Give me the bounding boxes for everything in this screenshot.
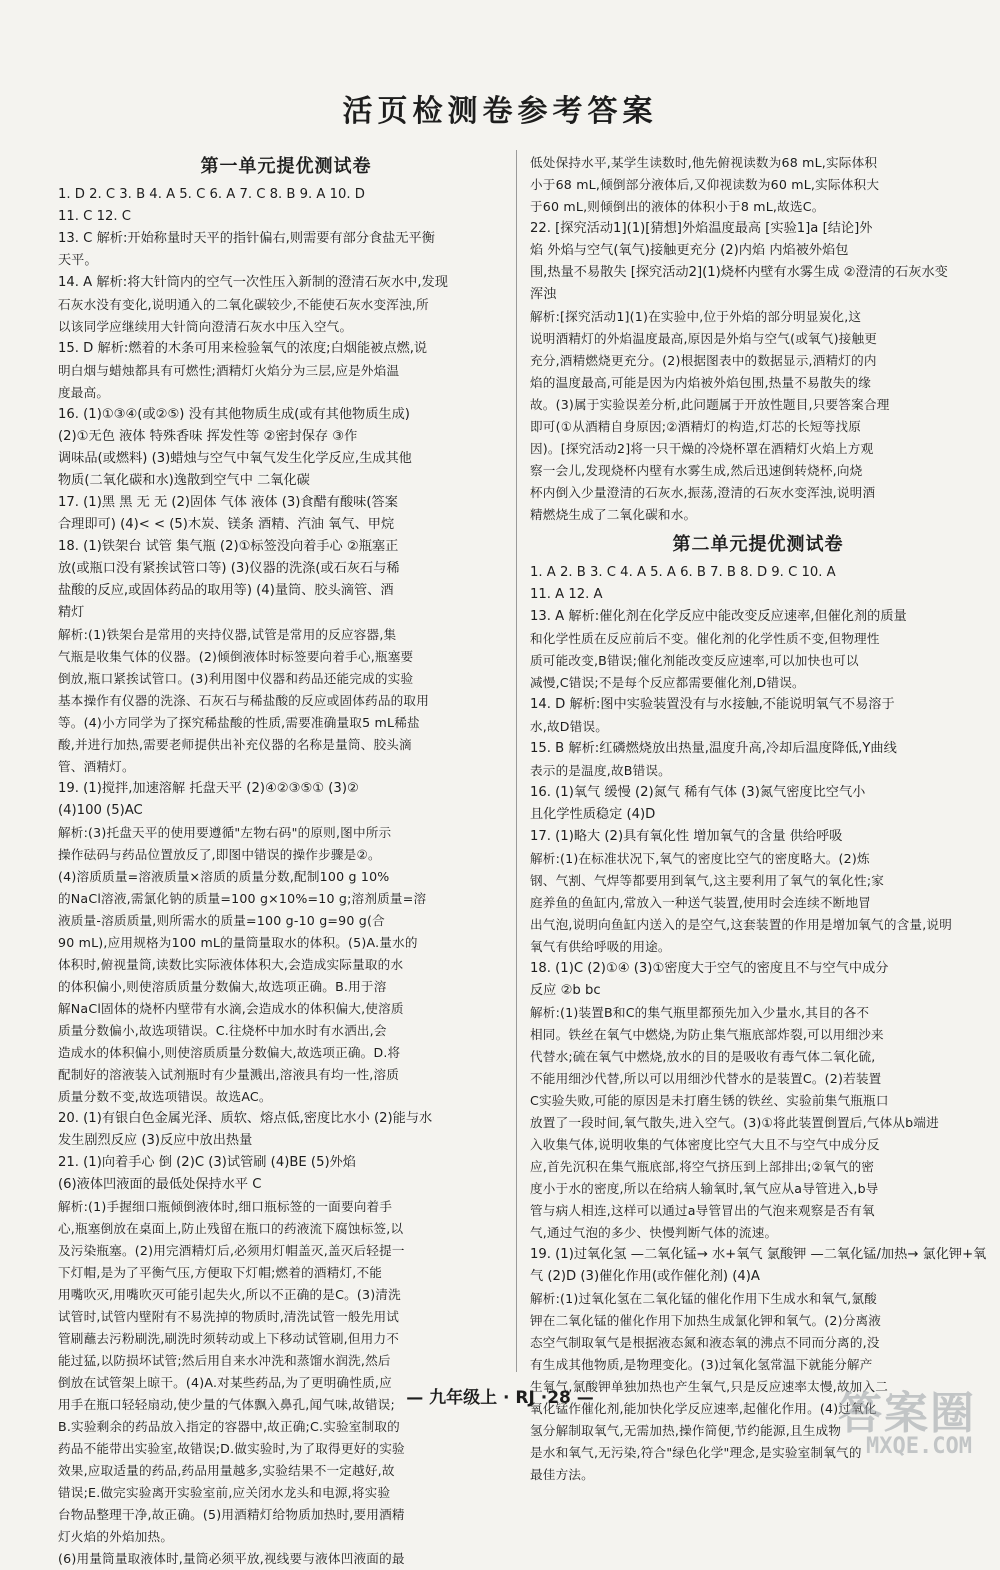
solution-line: 药品不能带出实验室,故错误;D.做实验时,为了取得更好的实验 (58, 1441, 405, 1456)
answer-line: 19. (1)搅拌,加速溶解 托盘天平 (2)④②③⑤① (3)② (58, 781, 359, 796)
solution-line: (4)溶质质量=溶液质量×溶质的质量分数,配制100 g 10% (58, 869, 390, 884)
solution-line: 的体积偏小,则使溶质质量分数偏大,故选项正确。B.用于溶 (58, 979, 387, 994)
solution-line: 精燃烧生成了二氧化碳和水。 (530, 507, 697, 522)
answer-line: 15. D 解析:燃着的木条可用来检验氧气的浓度;白烟能被点燃,说 (58, 341, 428, 356)
solution-line: 应,首先沉积在集气瓶底部,将空气挤压到上部排出;②氧气的密 (530, 1159, 875, 1174)
solution-line: 错误;E.做完实验离开实验室前,应关闭水龙头和电源,将实验 (58, 1485, 391, 1500)
answer-line: 15. B 解析:红磷燃烧放出热量,温度升高,冷却后温度降低,Y曲线 (530, 741, 897, 756)
solution-line: 倒放在试管架上晾干。(4)A.对某些药品,为了更明确性质,应 (58, 1375, 392, 1390)
solution-line: 试管时,试管内壁附有不易洗掉的物质时,清洗试管一般先用试 (58, 1309, 400, 1324)
answer-line: 21. (1)向着手心 倒 (2)C (3)试管刷 (4)BE (5)外焰 (58, 1155, 356, 1170)
answer-line: 13. A 解析:催化剂在化学反应中能改变反应速率,但催化剂的质量 (530, 609, 907, 624)
solution-line: 焰的温度最高,可能是因为内焰被外焰包围,热量不易散失的缘 (530, 375, 872, 390)
page-title: 活页检测卷参考答案 (342, 94, 658, 129)
solution-line: 于60 mL,则倾倒出的液体的体积小于8 mL,故选C。 (530, 199, 825, 214)
solution-line: 钢、气割、气焊等都要用到氧气,这主要利用了氧气的氧化性;家 (530, 873, 885, 888)
solution-line: 代替水;硫在氧气中燃烧,放水的目的是吸收有毒气体二氧化硫, (530, 1049, 876, 1064)
answer-line: 物质(二氧化碳和水)逸散到空气中 二氧化碳 (58, 473, 310, 488)
solution-line: 说明酒精灯的外焰温度最高,原因是外焰与空气(或氧气)接触更 (530, 331, 878, 346)
answer-line: 16. (1)氧气 缓慢 (2)氮气 稀有气体 (3)氮气密度比空气小 (530, 785, 866, 800)
answer-line: 14. D 解析:图中实验装置没有与水接触,不能说明氧气不易溶于 (530, 697, 895, 712)
answer-line: 20. (1)有银白色金属光泽、质软、熔点低,密度比水小 (2)能与水 (58, 1111, 433, 1126)
solution-line: 低处保持水平,某学生读数时,他先俯视读数为68 mL,实际体积 (530, 155, 878, 170)
answer-line: 调味品(或燃料) (3)蜡烛与空气中氧气发生化学反应,生成其他 (58, 451, 412, 466)
solution-line: 水,故D错误。 (530, 719, 609, 734)
solution-line: 度最高。 (58, 385, 110, 400)
answer-line: 天平。 (58, 253, 98, 268)
solution-line: 解析:(1)过氧化氢在二氧化锰的催化作用下生成水和氧气,氯酸 (530, 1291, 877, 1306)
answer-line: (6)液体凹液面的最低处保持水平 C (58, 1177, 262, 1192)
solution-line: 用嘴吹灭,用嘴吹灭可能引起失火,所以不正确的是C。(3)清洗 (58, 1287, 401, 1302)
solution-line: 减慢,C错误;不是每个反应都需要催化剂,D错误。 (530, 675, 805, 690)
solution-line: 即可(①从酒精自身原因;②酒精灯的构造,灯芯的长短等找原 (530, 419, 861, 434)
solution-line: 氧气有供给呼吸的用途。 (530, 939, 671, 954)
answer-line: 反应 ②b bc (530, 983, 601, 998)
answer-line: 1. D 2. C 3. B 4. A 5. C 6. A 7. C 8. B 9. A 10. D (58, 187, 365, 202)
solution-line: 气瓶是收集气体的仪器。(2)倾倒液体时标签要向着手心,瓶塞要 (58, 649, 414, 664)
solution-line: 和化学性质在反应前后不变。催化剂的化学性质不变,但物理性 (530, 631, 880, 646)
answer-line: 18. (1)C (2)①④ (3)①密度大于空气的密度且不与空气中成分 (530, 961, 889, 976)
answer-line: 11. C 12. C (58, 209, 131, 224)
solution-line: 故。(3)属于实验误差分析,此问题属于开放性题目,只要答案合理 (530, 397, 890, 412)
watermark-logo (806, 1369, 976, 1459)
solution-line: 解析:(1)铁架台是常用的夹持仪器,试管是常用的反应容器,集 (58, 627, 397, 642)
answer-line: 精灯 (58, 605, 85, 620)
solution-line: 质量分数不变,故选项错误。故选AC。 (58, 1089, 272, 1104)
solution-line: 钾在二氧化锰的催化作用下加热生成氯化钾和氧气。(2)分离液 (530, 1313, 882, 1328)
solution-line: 效果,应取适量的药品,药品用量越多,实验结果不一定越好,故 (58, 1463, 395, 1478)
answer-line: 气 (2)D (3)催化作用(或作催化剂) (4)A (530, 1269, 760, 1284)
solution-line: 解析:(1)装置B和C的集气瓶里都预先加入少量水,其目的各不 (530, 1005, 870, 1020)
solution-line: 杯内倒入少量澄清的石灰水,振荡,澄清的石灰水变浑浊,说明酒 (530, 485, 876, 500)
answer-line: 盐酸的反应,或固体药品的取用等) (4)量筒、胶头滴管、酒 (58, 583, 394, 598)
solution-line: 度小于水的密度,所以在给病人输氧时,氧气应从a导管进入,b导 (530, 1181, 879, 1196)
solution-line: 不能用细沙代替,所以可以用细沙代替水的是装置C。(2)若装置 (530, 1071, 882, 1086)
section-title: 第二单元提优测试卷 (672, 534, 844, 555)
section-title: 第一单元提优测试卷 (200, 156, 372, 177)
solution-line: 态空气制取氧气是根据液态氮和液态氧的沸点不同而分离的,没 (530, 1335, 880, 1350)
solution-line: 以该同学应继续用大针筒向澄清石灰水中压入空气。 (58, 319, 353, 334)
solution-line: 表示的是温度,故B错误。 (530, 763, 671, 778)
solution-line: 充分,酒精燃烧更充分。(2)根据图表中的数据显示,酒精灯的内 (530, 353, 877, 368)
solution-line: 用手在瓶口轻轻扇动,使少量的气体飘入鼻孔,闻气味,故错误; (58, 1397, 395, 1412)
answer-line: 11. A 12. A (530, 587, 603, 602)
solution-line: 出气泡,说明向鱼缸内送入的是空气,这套装置的作用是增加氧气的含量,说明 (530, 917, 953, 932)
solution-line: (6)用量筒量取液体时,量筒必须平放,视线要与液体凹液面的最 (58, 1551, 405, 1566)
solution-line: 配制好的溶液装入试剂瓶时有少量溅出,溶液具有均一性,溶质 (58, 1067, 400, 1082)
solution-line: 造成水的体积偏小,则使溶质质量分数偏大,故选项正确。D.将 (58, 1045, 401, 1060)
solution-line: 液质量-溶质质量,则所需水的质量=100 g-10 g=90 g(合 (58, 913, 385, 928)
solution-line: 放置了一段时间,氧气散失,进入空气。(3)①将此装置倒置后,气体从b端进 (530, 1115, 939, 1130)
answer-line: 合理即可) (4)< < (5)木炭、镁条 酒精、汽油 氧气、甲烷 (58, 517, 395, 532)
solution-line: 管、酒精灯。 (58, 759, 135, 774)
solution-line: 因)。[探究活动2]将一只干燥的冷烧杯罩在酒精灯火焰上方观 (530, 441, 874, 456)
solution-line: 明白烟与蜡烛都具有可燃性;酒精灯火焰分为三层,应是外焰温 (58, 363, 400, 378)
solution-line: 有生成其他物质,是物理变化。(3)过氧化氢常温下就能分解产 (530, 1357, 873, 1372)
solution-line: 解析:[探究活动1](1)在实验中,位于外焰的部分明显炭化,这 (530, 309, 862, 324)
answer-line: 围,热量不易散失 [探究活动2](1)烧杯内壁有水雾生成 ②澄清的石灰水变 (530, 265, 948, 280)
solution-line: 气,通过气泡的多少、快慢判断气体的流速。 (530, 1225, 778, 1240)
solution-line: 倒放,瓶口紧挨试管口。(3)利用图中仪器和药品还能完成的实验 (58, 671, 414, 686)
solution-line: B.实验剩余的药品放入指定的容器中,故正确;C.实验室制取的 (58, 1419, 400, 1434)
answer-line: 17. (1)略大 (2)具有氧化性 增加氧气的含量 供给呼吸 (530, 829, 843, 844)
page-footer: — 九年级上 · RJ ·28 — (406, 1388, 594, 1408)
watermark-main: 答案圈 (838, 1388, 976, 1439)
solution-line: 解析:(1)手握细口瓶倾倒液体时,细口瓶标签的一面要向着手 (58, 1199, 393, 1214)
answer-line: 1. A 2. B 3. C 4. A 5. A 6. B 7. B 8. D 9. C 10. A (530, 565, 836, 580)
watermark-url: MXQE.COM (866, 1434, 972, 1459)
solution-line: 管刷蘸去污粉刷洗,刷洗时须转动或上下移动试管刷,但用力不 (58, 1331, 400, 1346)
answer-line: 16. (1)①③④(或②⑤) 没有其他物质生成(或有其他物质生成) (58, 407, 410, 422)
solution-line: 小于68 mL,倾倒部分液体后,又仰视读数为60 mL,实际体积大 (530, 177, 880, 192)
solution-line: 生氧气,氯酸钾单独加热也产生氧气,只是反应速率太慢,故加入二 (530, 1379, 889, 1394)
solution-line: 酸,并进行加热,需要老师提供出补充仪器的名称是量筒、胶头滴 (58, 737, 412, 752)
answer-line: 浑浊 (530, 287, 557, 302)
answer-line: 放(或瓶口没有紧挨试管口等) (3)仪器的洗涤(或石灰石与稀 (58, 561, 400, 576)
solution-line: 下灯帽,是为了平衡气压,方便取下灯帽;燃着的酒精灯,不能 (58, 1265, 383, 1280)
solution-line: C实验失败,可能的原因是未打磨生锈的铁丝、实验前集气瓶瓶口 (530, 1093, 889, 1108)
solution-line: 心,瓶塞倒放在桌面上,防止残留在瓶口的药液流下腐蚀标签,以 (58, 1221, 404, 1236)
solution-line: 灯火焰的外焰加热。 (58, 1529, 174, 1544)
solution-line: 解析:(3)托盘天平的使用要遵循"左物右码"的原则,图中所示 (58, 825, 392, 840)
solution-line: 基本操作有仪器的洗涤、石灰石与稀盐酸的反应或固体药品的取用 (58, 693, 430, 708)
answer-line: 19. (1)过氧化氢 —二氧化锰→ 水+氧气 氯酸钾 —二氧化锰/加热→ 氯化钾+氧 (530, 1247, 987, 1262)
solution-line: 是水和氧气,无污染,符合"绿色化学"理念,是实验室制氧气的 (530, 1445, 862, 1460)
solution-line: 的NaCl溶液,需氯化钠的质量=100 g×10%=10 g;溶剂质量=溶 (58, 891, 427, 906)
answer-line: (2)①无色 液体 特殊香味 挥发性等 ②密封保存 ③作 (58, 429, 358, 444)
answer-line: 发生剧烈反应 (3)反应中放出热量 (58, 1133, 253, 1148)
solution-line: 氧化锰作催化剂,能加快化学反应速率,起催化作用。(4)过氧化 (530, 1401, 877, 1416)
solution-line: 质可能改变,B错误;催化剂能改变反应速率,可以加快也可以 (530, 653, 859, 668)
solution-line: 庭养鱼的鱼缸内,常放入一种送气装置,使用时会连续不断地冒 (530, 895, 872, 910)
solution-line: 及污染瓶塞。(2)用完酒精灯后,必须用灯帽盖灭,盖灭后轻提一 (58, 1243, 405, 1258)
solution-line: 能过猛,以防损坏试管;然后用自来水冲洗和蒸馏水润洗,然后 (58, 1353, 391, 1368)
solution-line: 台物品整理干净,故正确。(5)用酒精灯给物质加热时,要用酒精 (58, 1507, 405, 1522)
answer-line: 焰 外焰与空气(氧气)接触更充分 (2)内焰 内焰被外焰包 (530, 243, 849, 258)
solution-line: 察一会儿,发现烧杯内壁有水雾生成,然后迅速倒转烧杯,向烧 (530, 463, 863, 478)
solution-line: 解NaCl固体的烧杯内壁带有水滴,会造成水的体积偏大,使溶质 (58, 1001, 404, 1016)
solution-line: 管与病人相连,这样可以通过a导管冒出的气泡来观察是否有氧 (530, 1203, 875, 1218)
solution-line: 解析:(1)在标准状况下,氧气的密度比空气的密度略大。(2)炼 (530, 851, 870, 866)
solution-line: 入收集气体,说明收集的气体密度比空气大且不与空气中成分反 (530, 1137, 880, 1152)
solution-line: 操作砝码与药品位置放反了,即图中错误的操作步骤是②。 (58, 847, 381, 862)
column-divider (516, 150, 517, 1372)
answer-line: 18. (1)铁架台 试管 集气瓶 (2)①标签没向着手心 ②瓶塞正 (58, 539, 399, 554)
answer-line: (4)100 (5)AC (58, 803, 143, 818)
solution-line: 等。(4)小方同学为了探究稀盐酸的性质,需要准确量取5 mL稀盐 (58, 715, 420, 730)
answer-line: 22. [探究活动1](1)[猜想]外焰温度最高 [实验1]a [结论]外 (530, 221, 873, 236)
solution-line: 氢分解制取氧气,无需加热,操作简便,节约能源,且生成物 (530, 1423, 842, 1438)
solution-line: 体积时,俯视量筒,读数比实际液体体积大,会造成实际量取的水 (58, 957, 404, 972)
answer-line: 14. A 解析:将大针筒内的空气一次性压入新制的澄清石灰水中,发现 (58, 275, 448, 290)
solution-line: 质量分数偏小,故选项错误。C.往烧杯中加水时有水洒出,会 (58, 1023, 387, 1038)
answer-line: 17. (1)黑 黑 无 无 (2)固体 气体 液体 (3)食醋有酸味(答案 (58, 495, 398, 510)
solution-line: 90 mL),应用规格为100 mL的量筒量取水的体积。(5)A.量水的 (58, 935, 418, 950)
solution-line: 石灰水没有变化,说明通入的二氧化碳较少,不能使石灰水变浑浊,所 (58, 297, 429, 312)
solution-line: 相同。铁丝在氧气中燃烧,为防止集气瓶底部炸裂,可以用细沙来 (530, 1027, 884, 1042)
answer-line: 且化学性质稳定 (4)D (530, 807, 656, 822)
solution-line: 最佳方法。 (530, 1467, 594, 1482)
answer-line: 13. C 解析:开始称量时天平的指针偏右,则需要有部分食盐无平衡 (58, 231, 435, 246)
